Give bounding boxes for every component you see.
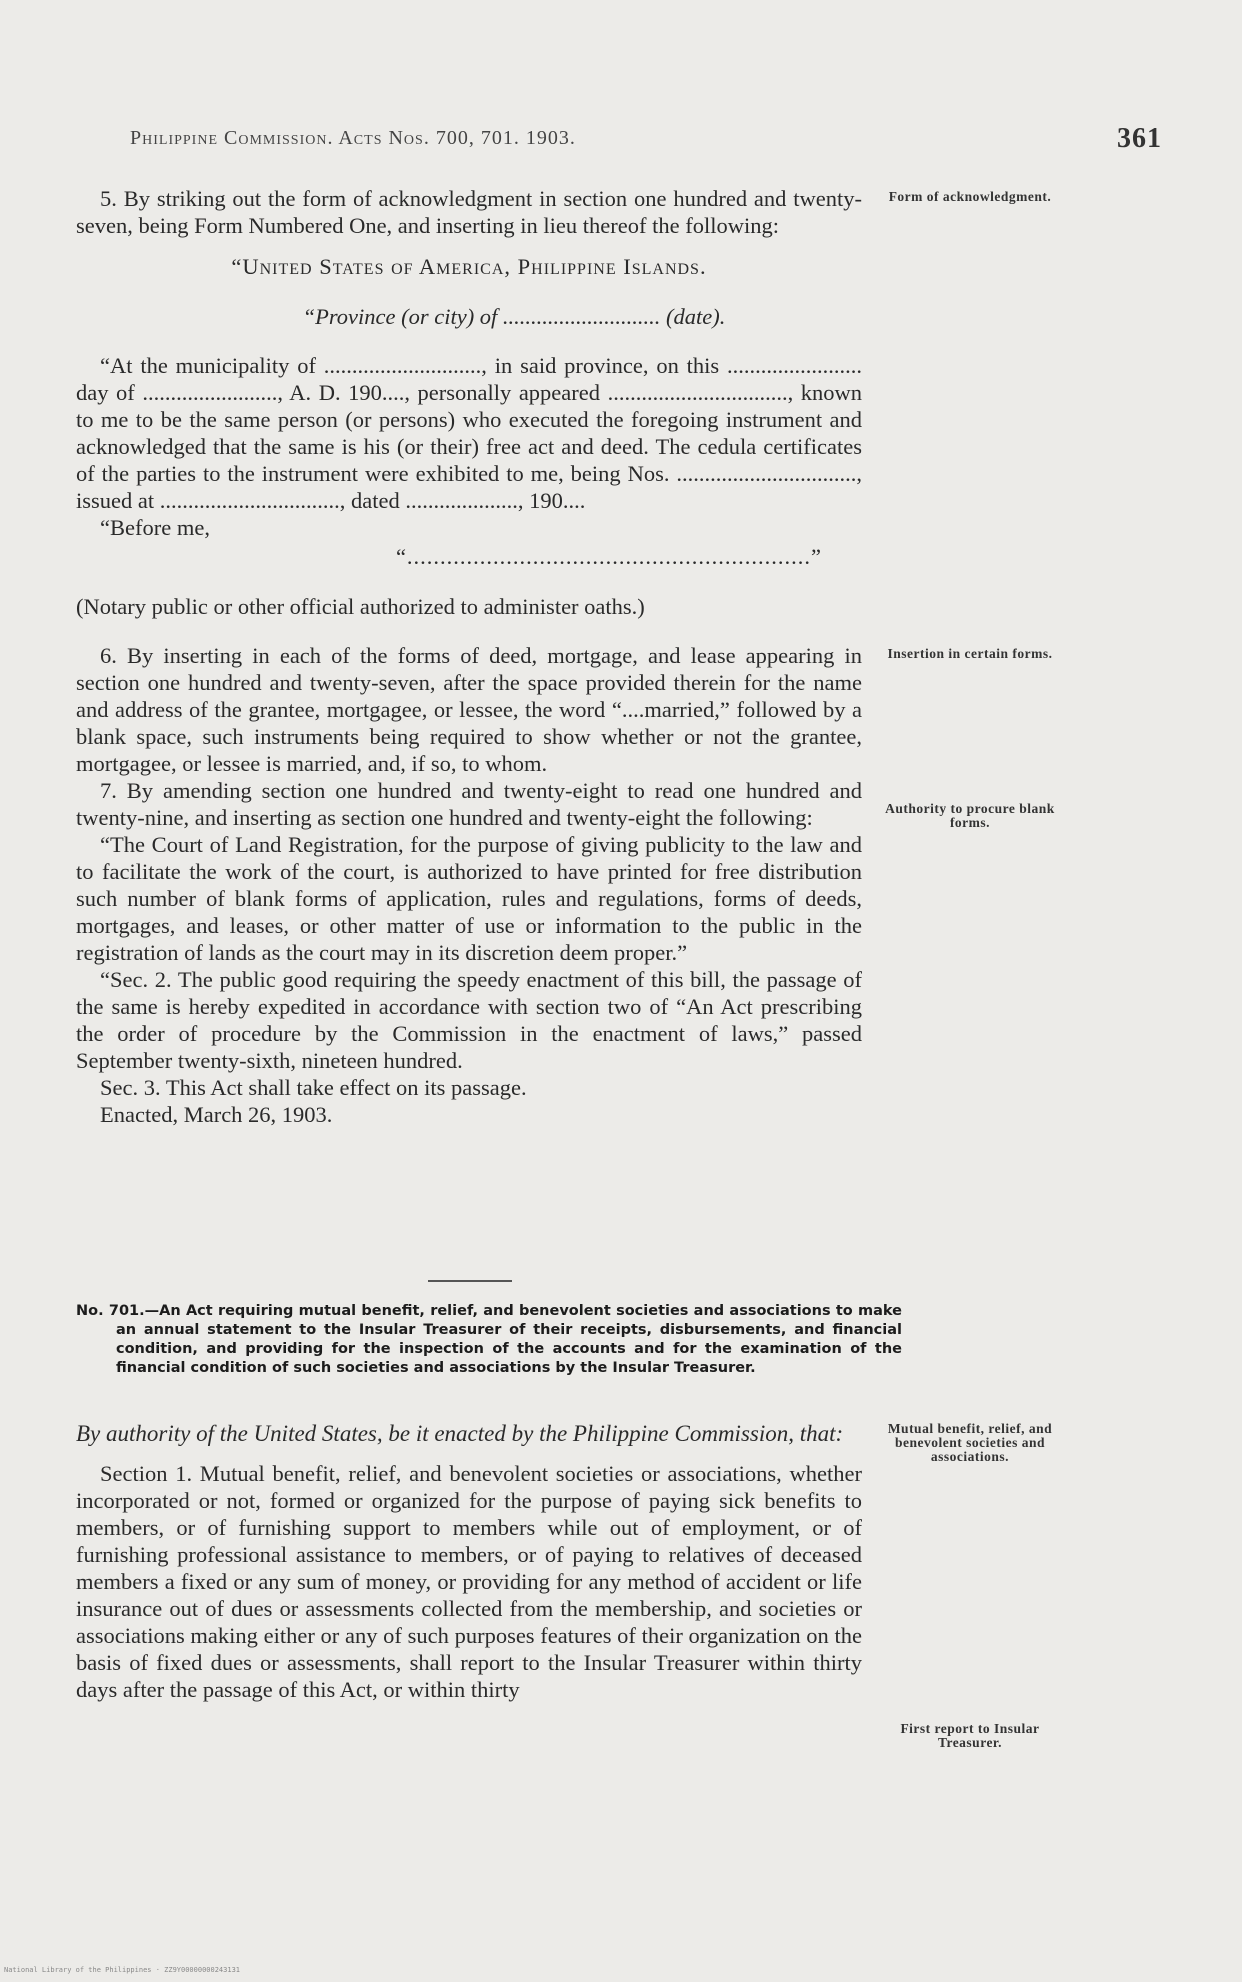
margin-note-insertion: Insertion in certain forms.: [887, 646, 1053, 661]
section-7: 7. By amending section one hundred and twenty-eight to read one hundred and twenty-nine, and inserting as section one hundred and twenty-eight the following:: [76, 778, 862, 830]
enacting-clause: By authority of the United States, be it enacted by the Philippine Commission, that:: [76, 1421, 844, 1446]
sec-3: Sec. 3. This Act shall take effect on its passage.: [100, 1075, 527, 1100]
province-line: “Province (or city) of ............................ (date).: [302, 303, 726, 329]
footer-credit: National Library of the Philippines · ZZ9Y00000000243131: [4, 1966, 241, 1974]
page-number: 361: [1117, 123, 1162, 154]
margin-note-blank-forms: Authority to procure blank forms.: [885, 801, 1055, 830]
section-6: 6. By inserting in each of the forms of deed, mortgage, and lease appearing in section one hundred and twenty-seven, after the space provided therein for the name and address of the grantee, mortgagee, or lessee, the word “....married,” followed by a blank space, such instruments being required to show whether or not the grantee, mortgagee, or lessee is married, and, if so, to whom.: [76, 643, 862, 776]
section-5-intro: 5. By striking out the form of acknowledgment in section one hundred and twenty-seven, being Form Numbered One, and inserting in lieu thereof the following:: [76, 186, 862, 238]
margin-note-acknowledgment: Form of acknowledgment.: [888, 189, 1052, 204]
margin-note-first-report: First report to Insular Treasurer.: [900, 1721, 1040, 1750]
act-701-section-1: Section 1. Mutual benefit, relief, and benevolent societies or associations, whether incorporated or not, formed or organized for the purpose of paying sick benefits to members, or of furnishing support to members while out of employment, or of furnishing professional assistance to members, or of paying to relatives of deceased members a fixed or any sum of money, or providing for any method of accident or life insurance out of dues or assessments collected from the membership, and societies or associations making either or any of such purposes features of their organization on the basis of fixed dues or assessments, shall report to the Insular Treasurer within thirty days after the passage of this Act, or within thirty: [76, 1461, 862, 1702]
section-divider: [428, 1280, 512, 1282]
running-title: Philippine Commission. Acts Nos. 700, 701. 1903.: [130, 127, 576, 149]
running-header: [130, 123, 1162, 154]
before-me: “Before me,: [100, 515, 210, 540]
sec-2: “Sec. 2. The public good requiring the speedy enactment of this bill, the passage of the same is hereby expedited in accordance with section two of “An Act prescribing the order of procedure by the Commission in the enactment of laws,” passed September twenty-sixth, nineteen hundred.: [76, 967, 862, 1073]
court-text: “The Court of Land Registration, for the purpose of giving publicity to the law and to facilitate the work of the court, is authorized to have printed for free distribution such number of blank forms of application, rules and regulations, forms of deeds, mortgages, and leases, or other matter of use or information to the public in the registration of lands as the court may in its discretion deem proper.”: [76, 832, 862, 965]
signature-line: “.............................................................”: [395, 544, 823, 569]
act-701-title: No. 701.—An Act requiring mutual benefit, relief, and benevolent societies and associations to make an annual statement to the Insular Treasurer of their receipts, disbursements, and financial condition, and providing for the inspection of the accounts and for the examination of the financial condition of such societies and associations by the Insular Treasurer.: [76, 1303, 902, 1376]
form-heading: “United States of America, Philippine Islands.: [231, 254, 707, 279]
acknowledgment-form-text: “At the municipality of ............................, in said province, on this ........................ day of ........................, A. D. 190...., personally appeared ................................, known to me to be the same person (or persons) who executed the foregoing instrument and acknowledged that the same is his (or their) free act and deed. The cedula certificates of the parties to the instrument were exhibited to me, being Nos. ................................, issued at ................................, dated ...................., 190....: [76, 353, 862, 513]
section-5: [76, 185, 862, 1128]
notary-caption: (Notary public or other official authorized to administer oaths.): [76, 593, 645, 619]
enacted-date: Enacted, March 26, 1903.: [100, 1102, 333, 1127]
act-701-body: [76, 1420, 862, 1703]
margin-note-societies: Mutual benefit, relief, and benevolent societies and associations.: [887, 1421, 1053, 1464]
